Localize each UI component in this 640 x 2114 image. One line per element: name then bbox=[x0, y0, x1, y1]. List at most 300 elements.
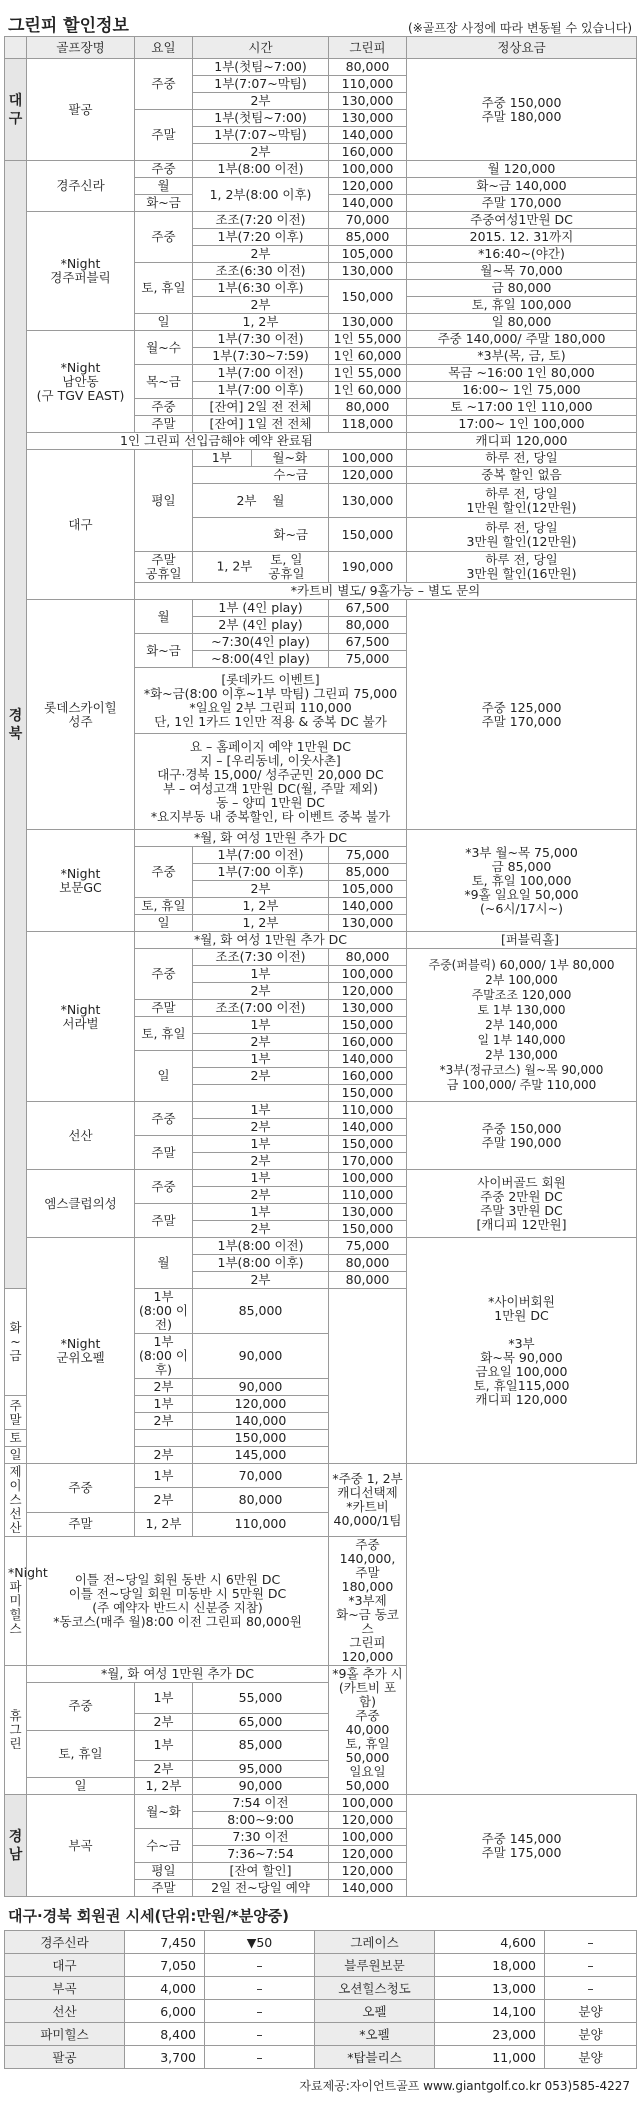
member-name: 블루원보문 bbox=[315, 1954, 435, 1977]
regular-cell: *3부 월~목 75,000 금 85,000 토, 휴일 100,000 *9홀 일요일 50,000 (~6시/17시~) bbox=[407, 830, 637, 932]
time-cell bbox=[193, 552, 329, 583]
time-cell: 1부 bbox=[193, 1170, 329, 1187]
time-cell: 1부(7:30~7:59) bbox=[193, 348, 329, 365]
member-price: 4,600 bbox=[435, 1931, 545, 1954]
day-cell: 주말 공휴일 bbox=[135, 552, 193, 583]
member-price: 3,700 bbox=[125, 2046, 205, 2069]
day-cell: 주말 bbox=[27, 1512, 135, 1536]
table-row bbox=[5, 1102, 637, 1119]
day-cell: 월 bbox=[135, 1238, 193, 1289]
regular-cell: 사이버골드 회원 주중 2만원 DC 주말 3만원 DC [캐디피 12만원] bbox=[407, 1170, 637, 1238]
table-row bbox=[5, 2023, 637, 2046]
day-cell: 토, 휴일 bbox=[135, 263, 193, 314]
fee-cell: 110,000 bbox=[329, 1102, 407, 1119]
time-cell: 1, 2부(8:00 이후) bbox=[193, 178, 329, 212]
day-cell: 주말 bbox=[135, 1136, 193, 1170]
fee-cell: 85,000 bbox=[193, 1730, 329, 1761]
fee-cell: 80,000 bbox=[329, 399, 407, 416]
fee-cell: 160,000 bbox=[329, 1034, 407, 1051]
member-change: 분양 bbox=[545, 2046, 637, 2069]
time-cell: 1부(6:30 이후) bbox=[193, 280, 329, 297]
time-cell: 1부(첫팀~7:00) bbox=[193, 110, 329, 127]
table-row bbox=[5, 1954, 637, 1977]
time-cell: 2부 bbox=[135, 1761, 193, 1778]
time-cell bbox=[193, 1085, 329, 1102]
course-name: 대구 bbox=[27, 450, 135, 600]
time-cell: 2부 bbox=[135, 1488, 193, 1512]
course-name: 부곡 bbox=[27, 1795, 135, 1897]
time-cell: 조조(7:30 이전) bbox=[193, 949, 329, 966]
regular-cell: 주말 170,000 bbox=[407, 195, 637, 212]
fee-cell: 100,000 bbox=[329, 966, 407, 983]
fee-cell: 110,000 bbox=[329, 76, 407, 93]
regular-cell: 17:00~ 1인 100,000 bbox=[407, 416, 637, 433]
table-row bbox=[5, 1795, 637, 1812]
day-cell: 토, 휴일 bbox=[135, 1017, 193, 1051]
table-header-row bbox=[5, 37, 637, 59]
fee-cell: 80,000 bbox=[329, 617, 407, 634]
member-name: 대구 bbox=[5, 1954, 125, 1977]
fee-cell: 85,000 bbox=[329, 864, 407, 881]
regular-cell: 주중 150,000 주말 190,000 bbox=[407, 1102, 637, 1170]
time-cell: 2일 전~당일 예약 bbox=[193, 1880, 329, 1897]
fee-cell: 67,500 bbox=[329, 634, 407, 651]
fee-cell: 130,000 bbox=[329, 1000, 407, 1017]
course-name: 팔공 bbox=[27, 59, 135, 161]
fee-cell: 150,000 bbox=[329, 1017, 407, 1034]
day-cell: 주말 bbox=[135, 1880, 193, 1897]
regular-cell: 토 ~17:00 1인 110,000 bbox=[407, 399, 637, 416]
time-cell: 1부 bbox=[193, 1102, 329, 1119]
time-cell: [잔여] 1일 전 전체 bbox=[193, 416, 329, 433]
time-cell: 1부(7:30 이전) bbox=[193, 331, 329, 348]
table-row bbox=[5, 1537, 637, 1666]
fee-cell: 55,000 bbox=[193, 1683, 329, 1714]
fee-cell: 75,000 bbox=[329, 847, 407, 864]
member-change: – bbox=[205, 1954, 315, 1977]
regular-cell: 주중 125,000 주말 170,000 bbox=[407, 600, 637, 830]
regular-cell: 목금 ~16:00 1인 80,000 bbox=[407, 365, 637, 382]
day-cell: 주중 bbox=[135, 212, 193, 263]
course-name: *Night 남안동 (구 TGV EAST) bbox=[27, 331, 135, 433]
member-name: 오펠 bbox=[315, 2000, 435, 2023]
fee-cell: 150,000 bbox=[329, 280, 407, 314]
regular-cell: [퍼블릭홀] bbox=[407, 932, 637, 949]
regular-cell: 월~목 70,000 bbox=[407, 263, 637, 280]
table-row bbox=[5, 1931, 637, 1954]
time-cell bbox=[193, 450, 329, 467]
member-price: 14,100 bbox=[435, 2000, 545, 2023]
fee-cell: 100,000 bbox=[329, 1829, 407, 1846]
fee-cell: 118,000 bbox=[329, 416, 407, 433]
table-row bbox=[5, 59, 637, 76]
greenfee-table bbox=[4, 36, 637, 1897]
sub-day-cell: 월 bbox=[272, 492, 285, 508]
member-name: 경주신라 bbox=[5, 1931, 125, 1954]
time-cell: 1부(첫팀~7:00) bbox=[193, 59, 329, 76]
note-cell: *월, 화 여성 1만원 추가 DC bbox=[135, 932, 407, 949]
regular-cell: *16:40~(야간) bbox=[407, 246, 637, 263]
regular-cell: *9홀 추가 시 (카트비 포함) 주중 40,000 토, 휴일 50,000 일요일 50,000 bbox=[329, 1666, 407, 1795]
day-cell: 평일 bbox=[135, 1863, 193, 1880]
member-price: 18,000 bbox=[435, 1954, 545, 1977]
day-cell: 일 bbox=[135, 314, 193, 331]
fee-cell: 140,000 bbox=[329, 127, 407, 144]
fee-cell: 150,000 bbox=[329, 1136, 407, 1153]
member-price-table bbox=[4, 1930, 637, 2069]
member-change: – bbox=[545, 1977, 637, 2000]
fee-cell: 85,000 bbox=[193, 1289, 329, 1334]
fee-cell: 100,000 bbox=[329, 1170, 407, 1187]
course-name: 제이스 선산 bbox=[5, 1464, 27, 1537]
day-cell: 주중 bbox=[27, 1683, 135, 1731]
member-name: 팔공 bbox=[5, 2046, 125, 2069]
fee-cell: 145,000 bbox=[193, 1447, 329, 1464]
time-cell: 1부(7:07~막팀) bbox=[193, 76, 329, 93]
time-cell: 1, 2부 bbox=[135, 1778, 193, 1795]
time-cell: 1부 (4인 play) bbox=[193, 600, 329, 617]
fee-cell: 140,000 bbox=[329, 195, 407, 212]
fee-cell: 140,000 bbox=[329, 1880, 407, 1897]
time-cell: 2부 bbox=[193, 1153, 329, 1170]
fee-cell: 70,000 bbox=[329, 212, 407, 229]
fee-cell: 150,000 bbox=[193, 1430, 329, 1447]
time-cell: 1부(7:00 이전) bbox=[193, 847, 329, 864]
part-cell: 1, 2부 bbox=[216, 558, 253, 574]
regular-cell: 주중 140,000/ 주말 180,000 bbox=[407, 331, 637, 348]
day-cell: 화~금 bbox=[5, 1289, 27, 1396]
regular-cell: 하루 전, 당일 1만원 할인(12만원) bbox=[407, 484, 637, 518]
table-row bbox=[5, 1778, 637, 1795]
fee-cell: 130,000 bbox=[329, 263, 407, 280]
fee-cell: 110,000 bbox=[193, 1512, 329, 1536]
fee-cell: 130,000 bbox=[329, 110, 407, 127]
time-cell: 1부(8:00 이전) bbox=[193, 161, 329, 178]
fee-cell: 90,000 bbox=[193, 1334, 329, 1379]
fee-cell: 90,000 bbox=[193, 1778, 329, 1795]
fee-cell: 80,000 bbox=[193, 1488, 329, 1512]
course-name: *Night 보문GC bbox=[27, 830, 135, 932]
day-cell: 일 bbox=[27, 1778, 135, 1795]
table-row bbox=[5, 450, 637, 467]
fee-cell: 120,000 bbox=[329, 983, 407, 1000]
member-change: – bbox=[545, 1954, 637, 1977]
regular-cell: 주중 145,000 주말 175,000 bbox=[407, 1795, 637, 1897]
member-name: 오션힐스청도 bbox=[315, 1977, 435, 2000]
time-cell: 조조(7:00 이전) bbox=[193, 1000, 329, 1017]
fee-cell: 120,000 bbox=[329, 1812, 407, 1829]
day-cell: 평일 bbox=[135, 450, 193, 552]
day-cell: 월 bbox=[135, 600, 193, 634]
fee-cell: 100,000 bbox=[329, 450, 407, 467]
sub-table bbox=[193, 450, 328, 466]
time-cell: 1부 bbox=[135, 1396, 193, 1413]
time-cell: 2부 bbox=[193, 1187, 329, 1204]
day-cell: 주말 bbox=[135, 1000, 193, 1017]
fee-cell: 140,000 bbox=[193, 1413, 329, 1430]
course-name: 경주신라 bbox=[27, 161, 135, 212]
time-cell: 1부(8:00 이전) bbox=[193, 1238, 329, 1255]
fee-cell: 130,000 bbox=[329, 915, 407, 932]
fee-cell: 80,000 bbox=[329, 949, 407, 966]
member-change: – bbox=[205, 2023, 315, 2046]
member-price: 11,000 bbox=[435, 2046, 545, 2069]
table-row bbox=[5, 1730, 637, 1761]
course-name: *Night 파미힐스 bbox=[5, 1537, 27, 1666]
time-cell: 1부(7:00 이전) bbox=[193, 365, 329, 382]
regular-cell: 주중 140,000, 주말 180,000 *3부제 화~금 동코스 그린피 120,000 bbox=[329, 1537, 407, 1666]
member-price: 8,400 bbox=[125, 2023, 205, 2046]
time-cell: 2부 bbox=[193, 983, 329, 1000]
fee-cell: 140,000 bbox=[329, 898, 407, 915]
col-fee: 그린피 bbox=[329, 37, 407, 59]
col-region bbox=[5, 37, 27, 59]
fee-cell: 130,000 bbox=[329, 1204, 407, 1221]
time-cell: 2부 bbox=[193, 1034, 329, 1051]
regular-cell: 하루 전, 당일 3만원 할인(12만원) bbox=[407, 518, 637, 552]
region-daegu: 대구 bbox=[5, 59, 27, 161]
member-name: 파미힐스 bbox=[5, 2023, 125, 2046]
regular-cell: 하루 전, 당일 bbox=[407, 450, 637, 467]
member-change: – bbox=[205, 1977, 315, 2000]
region-gyeongbuk: 경북 bbox=[5, 161, 27, 1289]
sub-day-cell: 토, 일 공휴일 bbox=[268, 552, 305, 581]
fee-cell: 1인 60,000 bbox=[329, 348, 407, 365]
note-cell: 이틀 전~당일 회원 동반 시 6만원 DC 이틀 전~당일 회원 미동반 시 5만원 DC (주 예약자 반드시 신분증 지참) *동코스(매주 월)8:00 이전 그린피 80,000원 bbox=[27, 1537, 329, 1666]
fee-cell: 80,000 bbox=[329, 1255, 407, 1272]
time-cell: 1부 bbox=[193, 1051, 329, 1068]
time-cell: 1부(7:20 이후) bbox=[193, 229, 329, 246]
member-change: 분양 bbox=[545, 2000, 637, 2023]
fee-cell: 67,500 bbox=[329, 600, 407, 617]
table-row bbox=[5, 1512, 637, 1536]
time-cell: [잔여] 2일 전 전체 bbox=[193, 399, 329, 416]
time-cell: 1부 bbox=[193, 1136, 329, 1153]
course-name: 휴그린 bbox=[5, 1666, 27, 1795]
table-row bbox=[5, 932, 637, 949]
time-cell: 1부(8:00 이후) bbox=[193, 1255, 329, 1272]
fee-cell: 75,000 bbox=[329, 651, 407, 668]
note-cell: *월, 화 여성 1만원 추가 DC bbox=[135, 830, 407, 847]
table-row bbox=[5, 1683, 637, 1714]
member-price: 13,000 bbox=[435, 1977, 545, 2000]
time-cell: 1부 bbox=[135, 1730, 193, 1761]
member-name: *오펠 bbox=[315, 2023, 435, 2046]
fee-cell: 1인 60,000 bbox=[329, 382, 407, 399]
fee-cell: 160,000 bbox=[329, 1068, 407, 1085]
event-note: [롯데카드 이벤트] *화~금(8:00 이후~1부 막팀) 그린피 75,000 *일요일 2부 그린피 110,000 단, 1인 1카드 1인만 적용 & 중복 DC 불가 bbox=[135, 668, 407, 734]
time-cell: 2부 bbox=[135, 1447, 193, 1464]
time-cell: 1부(7:00 이후) bbox=[193, 382, 329, 399]
fee-cell: 150,000 bbox=[329, 1085, 407, 1102]
fee-cell: 130,000 bbox=[329, 93, 407, 110]
regular-cell: 16:00~ 1인 75,000 bbox=[407, 382, 637, 399]
fee-cell: 100,000 bbox=[329, 161, 407, 178]
time-cell: 2부 bbox=[193, 144, 329, 161]
part-cell: 2부 bbox=[236, 492, 257, 508]
day-cell: 화~금 bbox=[135, 195, 193, 212]
col-day: 요일 bbox=[135, 37, 193, 59]
time-cell: 1부(8:00 이전) bbox=[135, 1289, 193, 1334]
day-cell: 월 bbox=[135, 178, 193, 195]
footnote-cell: 1인 그린피 선입금해야 예약 완료됨 bbox=[27, 433, 407, 450]
fee-cell: 70,000 bbox=[193, 1464, 329, 1488]
fee-cell: 120,000 bbox=[193, 1396, 329, 1413]
day-cell: 목~금 bbox=[135, 365, 193, 399]
time-cell: 2부 bbox=[193, 1119, 329, 1136]
regular-cell: 일 80,000 bbox=[407, 314, 637, 331]
fee-cell: 85,000 bbox=[329, 229, 407, 246]
member-change: – bbox=[205, 2000, 315, 2023]
table-row bbox=[5, 830, 637, 847]
time-cell bbox=[135, 1430, 193, 1447]
fee-cell: 120,000 bbox=[329, 1846, 407, 1863]
member-price: 23,000 bbox=[435, 2023, 545, 2046]
fee-cell: 1인 55,000 bbox=[329, 365, 407, 382]
dc-note: 요 – 홈페이지 예약 1만원 DC 지 – [우리동네, 이웃사촌] 대구·경북 15,000/ 성주군민 20,000 DC 부 – 여성고객 1만원 DC(월, 주말 제외) 동 – 양띠 1만원 DC *요지부동 내 중복할인, 타 이벤트 중복 불가 bbox=[135, 734, 407, 830]
part-cell: 1부 bbox=[193, 450, 251, 466]
regular-cell: *사이버회원 1만원 DC *3부 화~목 90,000 금요일 100,000 토, 휴일115,000 캐디피 120,000 bbox=[407, 1238, 637, 1464]
time-cell: 1부(8:00 이후) bbox=[135, 1334, 193, 1379]
regular-cell: 화~금 140,000 bbox=[407, 178, 637, 195]
time-cell: 조조(7:20 이전) bbox=[193, 212, 329, 229]
fee-cell: 75,000 bbox=[329, 1238, 407, 1255]
member-change: ▼50 bbox=[205, 1931, 315, 1954]
fee-cell: 160,000 bbox=[329, 144, 407, 161]
day-cell: 주말 bbox=[135, 1204, 193, 1238]
day-cell: 주중 bbox=[27, 1464, 135, 1513]
member-name: 그레이스 bbox=[315, 1931, 435, 1954]
table-row bbox=[5, 2046, 637, 2069]
page-title: 그린피 할인정보 bbox=[8, 16, 129, 36]
day-cell: 주말 bbox=[135, 416, 193, 433]
member-price: 4,000 bbox=[125, 1977, 205, 2000]
member-change: 분양 bbox=[545, 2023, 637, 2046]
table-row bbox=[5, 1464, 637, 1488]
regular-cell: 주중(퍼블릭) 60,000/ 1부 80,000 2부 100,000 주말조조 120,000 토 1부 130,000 2부 140,000 일 1부 140,000 2부 130,000 *3부(정규코스) 월~목 90,000 금 100,000/ 주말 110,000 bbox=[407, 949, 637, 1102]
col-regular: 정상요금 bbox=[407, 37, 637, 59]
fee-cell: 130,000 bbox=[329, 314, 407, 331]
member-change: – bbox=[545, 1931, 637, 1954]
fee-cell: 140,000 bbox=[329, 1119, 407, 1136]
member-name: 선산 bbox=[5, 2000, 125, 2023]
time-cell: 2부 bbox=[193, 297, 329, 314]
time-cell: 7:36~7:54 bbox=[193, 1846, 329, 1863]
table-row bbox=[5, 2000, 637, 2023]
fee-cell: 120,000 bbox=[329, 467, 407, 484]
fee-cell: 95,000 bbox=[193, 1761, 329, 1778]
day-cell: 월~화 bbox=[135, 1795, 193, 1829]
col-course: 골프장명 bbox=[27, 37, 135, 59]
time-cell: ~7:30(4인 play) bbox=[193, 634, 329, 651]
time-cell: 1, 2부 bbox=[135, 1512, 193, 1536]
time-cell: 1부 bbox=[135, 1464, 193, 1488]
time-cell: 2부 bbox=[193, 1068, 329, 1085]
table-row bbox=[5, 433, 637, 450]
regular-cell: 2015. 12. 31까지 bbox=[407, 229, 637, 246]
fee-cell: 110,000 bbox=[329, 1187, 407, 1204]
day-cell: 주중 bbox=[135, 1102, 193, 1136]
day-cell: 주말 bbox=[5, 1396, 27, 1430]
day-cell: 일 bbox=[135, 1051, 193, 1102]
day-cell: 일 bbox=[135, 915, 193, 932]
fee-cell: 120,000 bbox=[329, 1863, 407, 1880]
fee-cell: 105,000 bbox=[329, 246, 407, 263]
fee-cell: 1인 55,000 bbox=[329, 331, 407, 348]
fee-cell: 100,000 bbox=[329, 1795, 407, 1812]
header-note: (※골프장 사정에 따라 변동될 수 있습니다) bbox=[408, 21, 632, 35]
regular-cell: 월 120,000 bbox=[407, 161, 637, 178]
fee-cell: 65,000 bbox=[193, 1713, 329, 1730]
time-cell: 2부 bbox=[193, 93, 329, 110]
member-price: 6,000 bbox=[125, 2000, 205, 2023]
time-cell: 1, 2부 bbox=[193, 915, 329, 932]
day-cell: 토, 휴일 bbox=[135, 898, 193, 915]
day-cell: 월~수 bbox=[135, 331, 193, 365]
table-row bbox=[5, 212, 637, 229]
time-cell: 1부 bbox=[193, 1017, 329, 1034]
fee-cell: 130,000 bbox=[329, 484, 407, 518]
course-name: 선산 bbox=[27, 1102, 135, 1170]
time-cell: 7:30 이전 bbox=[193, 1829, 329, 1846]
regular-cell: 토, 휴일 100,000 bbox=[407, 297, 637, 314]
fee-cell: 90,000 bbox=[193, 1379, 329, 1396]
day-cell: 주중 bbox=[135, 59, 193, 110]
time-cell: 1부 bbox=[193, 1204, 329, 1221]
time-cell: 2부 bbox=[193, 246, 329, 263]
member-name: *탑블리스 bbox=[315, 2046, 435, 2069]
regular-cell: 주중 150,000 주말 180,000 bbox=[407, 59, 637, 161]
table-row bbox=[5, 1977, 637, 2000]
day-cell: 수~금 bbox=[135, 1829, 193, 1863]
day-cell: 화~금 bbox=[135, 634, 193, 668]
sub-day-cell: 월~화 bbox=[272, 450, 308, 465]
table-row bbox=[5, 331, 637, 348]
fee-cell: 140,000 bbox=[329, 1051, 407, 1068]
region-gyeongnam: 경남 bbox=[5, 1795, 27, 1897]
fee-cell: 170,000 bbox=[329, 1153, 407, 1170]
day-cell: 주말 bbox=[135, 110, 193, 161]
footnote-cell: *카트비 별도/ 9홀가능 – 별도 문의 bbox=[135, 583, 637, 600]
time-cell: 1, 2부 bbox=[193, 314, 329, 331]
time-cell: [잔여 할인] bbox=[193, 1863, 329, 1880]
sub-day-cell: 수~금 bbox=[193, 467, 329, 484]
regular-cell: *3부(목, 금, 토) bbox=[407, 348, 637, 365]
time-cell: 1, 2부 bbox=[193, 898, 329, 915]
member-name: 부곡 bbox=[5, 1977, 125, 2000]
fee-cell: 190,000 bbox=[329, 552, 407, 583]
footer-source: 자료제공:자이언트골프 www.giantgolf.co.kr 053)585-4227 bbox=[299, 2079, 630, 2093]
day-cell: 주중 bbox=[135, 399, 193, 416]
member-section-title: 대구·경북 회원권 시세(단위:만원/*분양중) bbox=[8, 1907, 290, 1925]
regular-cell: 주중여성1만원 DC bbox=[407, 212, 637, 229]
table-row bbox=[5, 1238, 637, 1255]
fee-cell: 150,000 bbox=[329, 518, 407, 552]
regular-cell: 금 80,000 bbox=[407, 280, 637, 297]
member-price: 7,450 bbox=[125, 1931, 205, 1954]
header bbox=[4, 6, 636, 36]
note-cell: *월, 화 여성 1만원 추가 DC bbox=[27, 1666, 329, 1683]
day-cell: 토, 휴일 bbox=[27, 1730, 135, 1778]
time-cell: 2부 bbox=[193, 881, 329, 898]
course-name: *Night 군위오펠 bbox=[27, 1238, 135, 1464]
time-cell: 2부 bbox=[135, 1379, 193, 1396]
time-cell: 2부 bbox=[193, 1272, 329, 1289]
day-cell: 주중 bbox=[135, 161, 193, 178]
day-cell: 주중 bbox=[135, 847, 193, 898]
course-name: *Night 서라벌 bbox=[27, 932, 135, 1102]
table-row bbox=[5, 600, 637, 617]
